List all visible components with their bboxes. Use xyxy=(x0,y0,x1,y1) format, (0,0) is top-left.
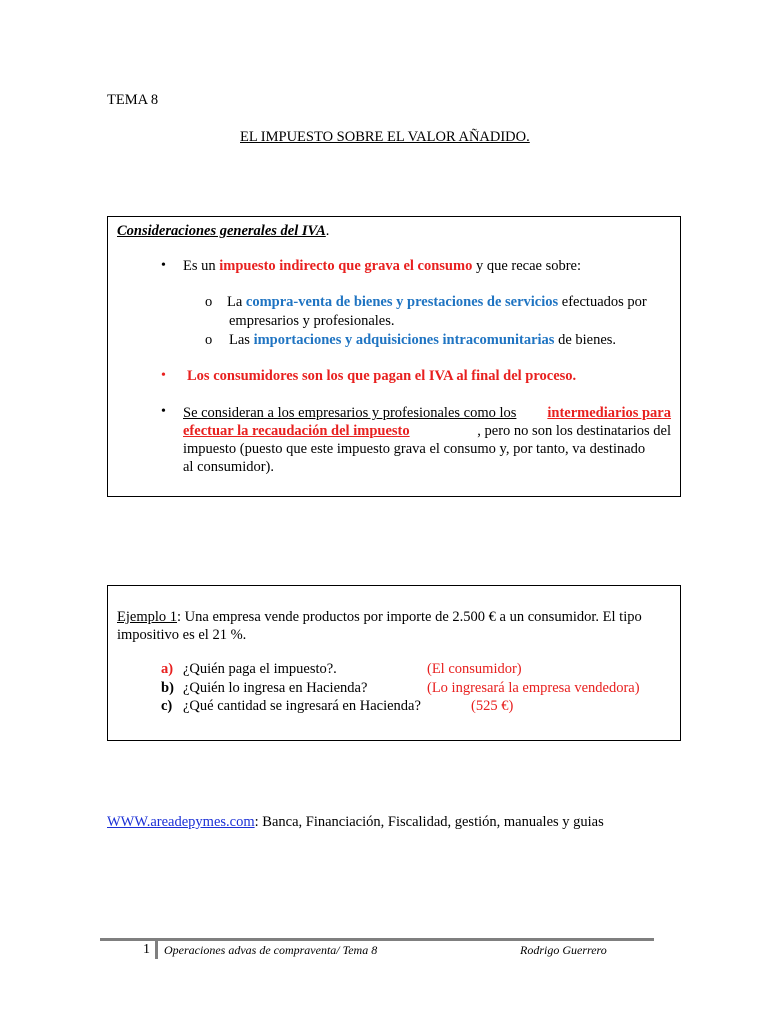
footer-rule xyxy=(100,938,654,941)
item-letter: c) xyxy=(161,698,173,714)
bullet1-post: y que recae sobre: xyxy=(472,258,582,274)
footer-right: Rodrigo Guerrero xyxy=(520,943,607,957)
bullet3-post2: , pero no son los destinatarios del xyxy=(477,423,671,439)
bullet-icon: • xyxy=(161,258,166,273)
box-heading xyxy=(117,223,329,240)
sub1-post: efectuados por xyxy=(558,294,647,310)
sub2-pre: Las xyxy=(229,332,254,348)
example-label: Ejemplo 1 xyxy=(117,609,178,625)
bullet-icon: • xyxy=(161,404,166,419)
footer-separator xyxy=(155,940,158,959)
example-text-1: : Una empresa vende productos por importe de 2.500 € a un consumidor. El tipo xyxy=(177,609,642,625)
example-text-2: impositivo es el 21 %. xyxy=(117,627,247,643)
sub-item-2 xyxy=(229,332,616,349)
sub-item-1 xyxy=(227,294,647,311)
promo-link[interactable]: WWW.areadepymes.com xyxy=(107,814,255,830)
item-answer: (El consumidor) xyxy=(427,661,522,677)
example-box xyxy=(107,585,681,741)
bullet3-highlight2: efectuar la recaudación del impuesto xyxy=(183,423,410,439)
bullet3-highlight1: intermediarios para xyxy=(547,405,671,421)
sub-item-1-line2: empresarios y profesionales. xyxy=(229,313,395,329)
sub2-highlight: importaciones y adquisiciones intracomunitarias xyxy=(253,332,555,348)
iva-considerations-box xyxy=(107,216,681,497)
bullet1-pre: Es un xyxy=(183,258,220,274)
bullet3-line2 xyxy=(183,422,671,440)
promo-text: : Banca, Financiación, Fiscalidad, gestión, manuales y guias xyxy=(254,814,604,830)
item-letter: a) xyxy=(161,661,174,677)
tema-label: TEMA 8 xyxy=(107,92,159,108)
box-heading-period: . xyxy=(325,223,330,239)
item-letter: b) xyxy=(161,680,174,696)
bullet3-line3: impuesto (puesto que este impuesto grava el consumo y, por tanto, va destinado xyxy=(183,441,646,457)
item-question: ¿Quién lo ingresa en Hacienda? xyxy=(183,680,368,696)
sub1-pre: La xyxy=(227,294,246,310)
item-answer: (Lo ingresará la empresa vendedora) xyxy=(427,680,640,696)
bullet1-highlight: impuesto indirecto que grava el consumo xyxy=(219,258,473,274)
box-heading-text: Consideraciones generales del IVA xyxy=(117,223,326,239)
page-title: EL IMPUESTO SOBRE EL VALOR AÑADIDO. xyxy=(240,129,530,145)
bullet3-line4: al consumidor). xyxy=(183,459,275,475)
item-question: ¿Qué cantidad se ingresará en Hacienda? xyxy=(183,698,421,714)
example-intro xyxy=(117,609,642,626)
sub2-post: de bienes. xyxy=(554,332,617,348)
bullet3-line1 xyxy=(183,404,671,422)
promo-line xyxy=(107,814,604,831)
footer-left: Operaciones advas de compraventa/ Tema 8 xyxy=(164,943,378,957)
bullet3-pre: Se consideran a los empresarios y profesionales como los xyxy=(183,405,517,421)
bullet-item-2: Los consumidores son los que pagan el IVA al final del proceso. xyxy=(187,368,577,384)
sub-bullet-icon: o xyxy=(205,294,213,310)
bullet-item-3 xyxy=(183,404,671,476)
bullet-icon: • xyxy=(161,368,166,383)
item-question: ¿Quién paga el impuesto?. xyxy=(183,661,337,677)
item-answer: (525 €) xyxy=(471,698,514,714)
sub1-highlight: compra-venta de bienes y prestaciones de servicios xyxy=(245,294,559,310)
sub-bullet-icon: o xyxy=(205,332,213,348)
page-number: 1 xyxy=(143,942,150,957)
bullet-item-1 xyxy=(183,258,581,275)
